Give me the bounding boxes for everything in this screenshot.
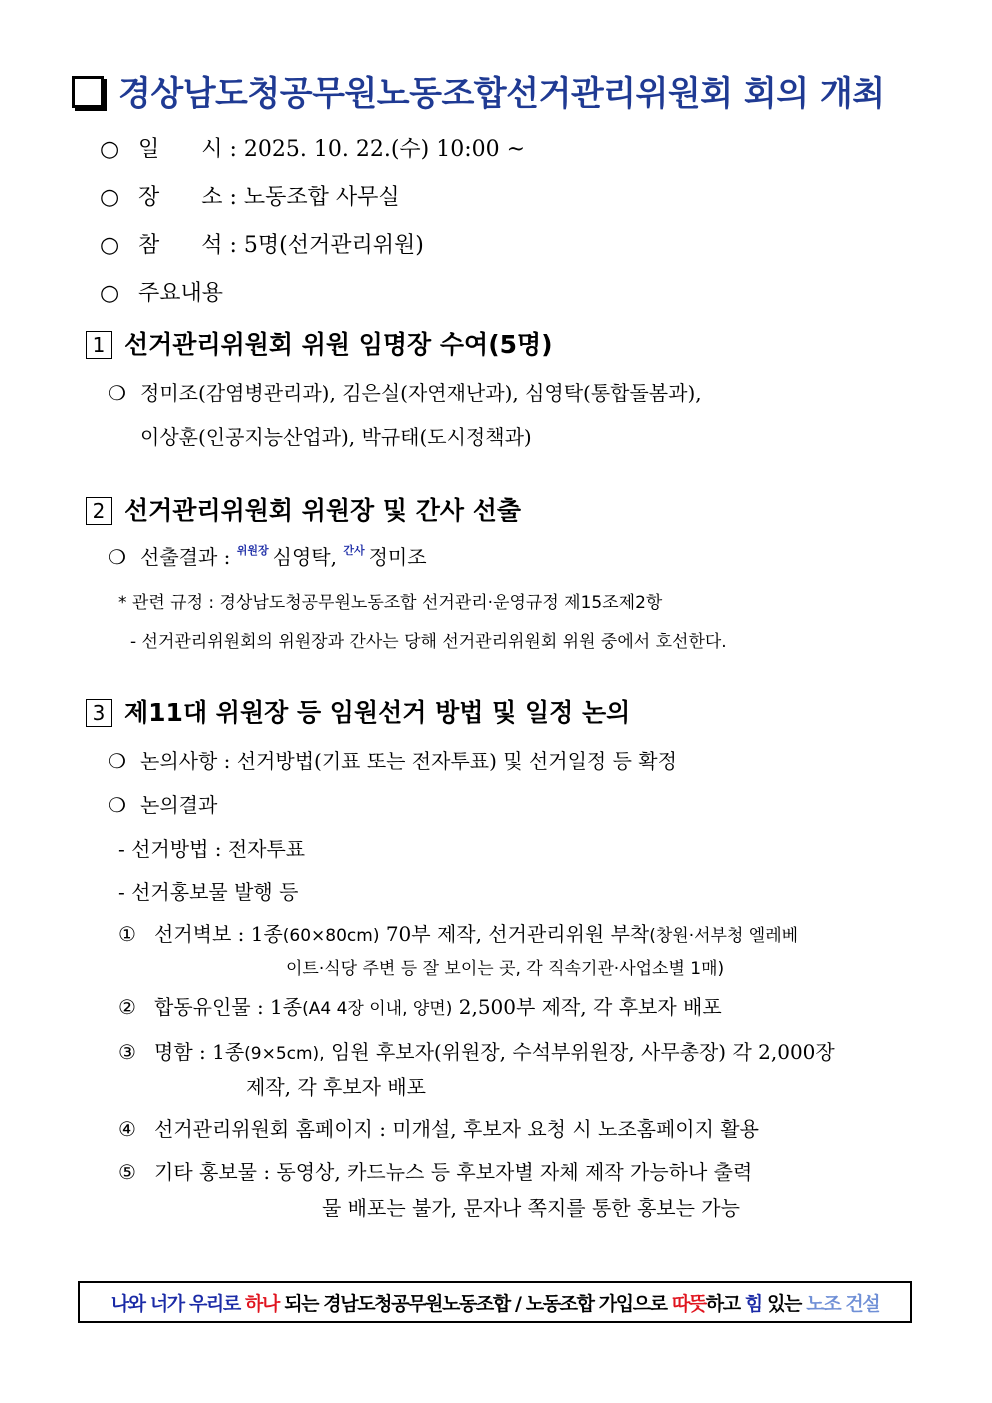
section-3-promo: - 선거홍보물 발행 등 [118, 880, 299, 904]
section-2-rule: * 관련 규정 : 경상남도청공무원노동조합 선거관리·운영규정 제15조제2항 [118, 593, 663, 613]
circle-bullet-icon: ❍ [108, 793, 126, 817]
overview-place: ○ 장 소 : 노동조합 사무실 [100, 185, 400, 210]
promo-item-2: ② 합동유인물 : 1종(A4 4장 이내, 양면) 2,500부 제작, 각 후보자 배포 [118, 995, 722, 1019]
checkbox-icon [72, 76, 104, 108]
overview-agenda: ○ 주요내용 [100, 281, 224, 306]
section-2-result: ❍ 선출결과 : $^{위원장}$ 심영탁, $^{간사}$ 정미조 [108, 544, 427, 569]
section-number: 3 [86, 699, 112, 727]
section-2-rule-detail: - 선거관리위원회의 위원장과 간사는 당해 선거관리위원회 위원 중에서 호선한다. [130, 632, 727, 652]
circle-bullet-icon: ○ [100, 185, 120, 210]
section-2-heading: 2 선거관리위원회 위원장 및 간사 선출 [86, 491, 521, 527]
promo-item-3: ③ 명함 : 1종(9×5cm), 임원 후보자(위원장, 수석부위원장, 사무총장) 각 2,000장 [118, 1040, 835, 1064]
overview-date: ○ 일 시 : 2025. 10. 22.(수) 10:00 ~ [100, 137, 526, 162]
section-number: 2 [86, 497, 112, 525]
secretary-tag: 간사 [343, 544, 365, 557]
promo-item-5: ⑤ 기타 홍보물 : 동영상, 카드뉴스 등 후보자별 자체 제작 가능하나 출력 [118, 1160, 753, 1184]
circle-bullet-icon: ○ [100, 233, 120, 258]
promo-item-1: ① 선거벽보 : 1종(60×80cm) 70부 제작, 선거관리위원 부착(창원·서부청 엘레베 [118, 922, 799, 946]
overview-attendees: ○ 참 석 : 5명(선거관리위원) [100, 233, 424, 258]
circle-bullet-icon: ○ [100, 281, 120, 306]
section-3-agenda: ❍ 논의사항 : 선거방법(기표 또는 전자투표) 및 선거일정 등 확정 [108, 749, 677, 773]
promo-item-3-cont: 제작, 각 후보자 배포 [246, 1075, 426, 1099]
footer-slogan: 나와 너가 우리로 하나 되는 경남도청공무원노동조합 / 노동조합 가입으로 따뜻 하고 힘 있는 노조 건설 [78, 1281, 912, 1323]
promo-item-5-cont: 물 배포는 불가, 문자나 쪽지를 통한 홍보는 가능 [322, 1196, 740, 1220]
section-number: 1 [86, 331, 112, 359]
circle-bullet-icon: ○ [100, 137, 120, 162]
promo-item-4: ④ 선거관리위원회 홈페이지 : 미개설, 후보자 요청 시 노조홈페이지 활용 [118, 1117, 759, 1141]
chair-tag: 위원장 [236, 544, 269, 557]
circle-bullet-icon: ❍ [108, 749, 126, 773]
section-3-method: - 선거방법 : 전자투표 [118, 837, 306, 861]
section-1-members-cont: 이상훈(인공지능산업과), 박규태(도시정책과) [140, 425, 532, 449]
promo-item-1-cont: 이트·식당 주변 등 잘 보이는 곳, 각 직속기관·사업소별 1매) [286, 959, 725, 979]
section-3-heading: 3 제11대 위원장 등 임원선거 방법 및 일정 논의 [86, 693, 630, 729]
circle-bullet-icon: ❍ [108, 381, 126, 405]
section-1-heading: 1 선거관리위원회 위원 임명장 수여(5명) [86, 325, 553, 361]
circle-bullet-icon: ❍ [108, 545, 126, 569]
page-title: 경상남도청공무원노동조합선거관리위원회 회의 개최 [72, 66, 885, 115]
section-3-result: ❍ 논의결과 [108, 793, 218, 817]
section-1-members: ❍ 정미조(감염병관리과), 김은실(자연재난과), 심영탁(통합돌봄과), [108, 381, 702, 405]
